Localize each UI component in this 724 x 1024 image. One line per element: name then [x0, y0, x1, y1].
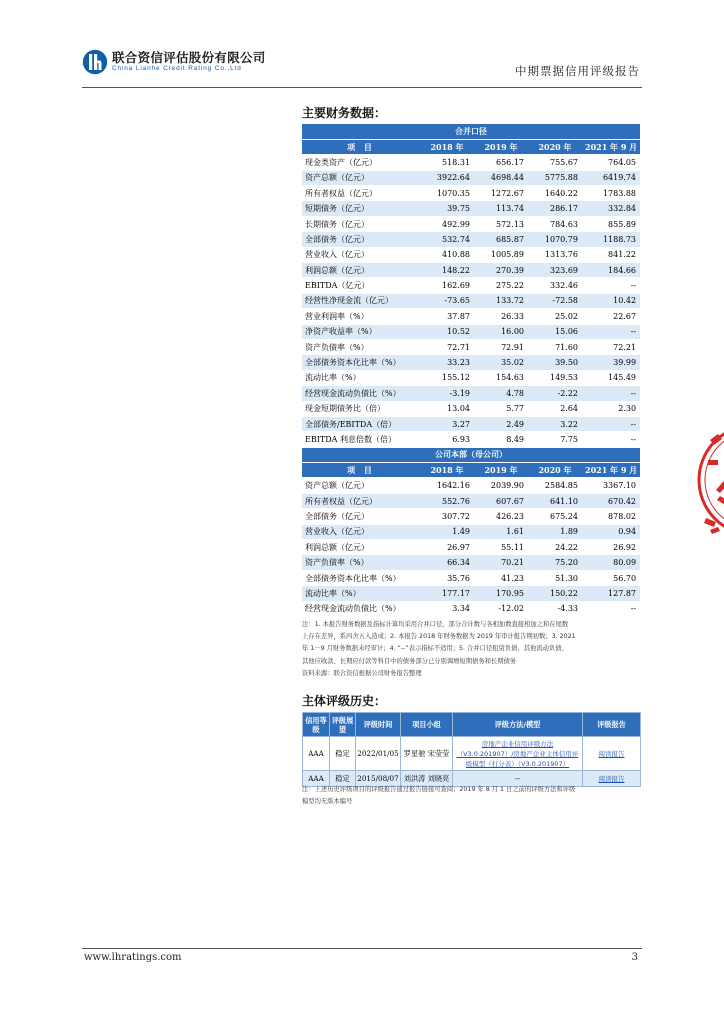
row-label: 现金类资产（亿元） — [302, 155, 420, 170]
table-row — [302, 355, 640, 370]
financial-data-table — [302, 124, 640, 617]
row-label: 资产总额（亿元） — [302, 170, 420, 185]
column-header: 信用等级 — [303, 713, 330, 737]
cell-value: 518.31 — [420, 155, 474, 170]
cell-value: 492.99 — [420, 216, 474, 231]
note-line: 注：上述历史评级项目的评级报告通过报告链接可查阅；2019 年 8 月 1 日之前的评级方法和评级 — [302, 786, 576, 793]
cell-value: 675.24 — [528, 509, 582, 524]
row-label: 流动比率（%） — [302, 370, 420, 385]
rating-outlook: 稳定 — [330, 737, 356, 771]
column-header: 评级方法/模型 — [453, 713, 583, 737]
row-label: 流动比率（%） — [302, 586, 420, 601]
cell-value: 149.53 — [528, 370, 582, 385]
column-header: 2019 年 — [474, 139, 528, 154]
cell-value: 670.42 — [582, 493, 640, 508]
table-row — [302, 386, 640, 401]
cell-value: 656.17 — [474, 155, 528, 170]
rating-method: -- — [453, 771, 583, 787]
cell-value: 71.60 — [528, 339, 582, 354]
table-row — [302, 586, 640, 601]
cell-value: 0.94 — [582, 524, 640, 539]
cell-value: 332.84 — [582, 201, 640, 216]
table-row — [302, 493, 640, 508]
cell-value: 25.02 — [528, 309, 582, 324]
cell-value: 35.02 — [474, 355, 528, 370]
cell-value: -- — [582, 432, 640, 447]
table-header-row — [302, 139, 640, 154]
cell-value: 275.22 — [474, 278, 528, 293]
row-label: 资产负债率（%） — [302, 555, 420, 570]
table-row — [302, 293, 640, 308]
column-header: 2018 年 — [420, 463, 474, 478]
cell-value: 6.93 — [420, 432, 474, 447]
cell-value: 426.23 — [474, 509, 528, 524]
row-label: 全部债务资本化比率（%） — [302, 570, 420, 585]
cell-value: 2.30 — [582, 401, 640, 416]
table-row — [302, 232, 640, 247]
cell-value: 33.23 — [420, 355, 474, 370]
cell-value: 154.63 — [474, 370, 528, 385]
cell-value: 13.04 — [420, 401, 474, 416]
rating-method-link[interactable]: 房地产企业信用评级方法（V3.0.201907）/房地产企业主体信用评级模型（打分表）（V3.0.201907） — [456, 739, 579, 768]
cell-value: 113.74 — [474, 201, 528, 216]
cell-value: 51.30 — [528, 570, 582, 585]
cell-value: 72.71 — [420, 339, 474, 354]
table-row — [302, 432, 640, 447]
column-header: 项 目 — [302, 139, 420, 154]
company-logo-icon — [82, 49, 108, 75]
table-row — [302, 370, 640, 385]
cell-value: 41.23 — [474, 570, 528, 585]
table-caption-row — [302, 447, 640, 462]
cell-value: -4.33 — [528, 601, 582, 616]
column-header: 评级时间 — [356, 713, 401, 737]
history-notes — [302, 784, 640, 808]
table-row — [302, 263, 640, 278]
row-label: 营业收入（亿元） — [302, 524, 420, 539]
row-label: 利润总额（亿元） — [302, 540, 420, 555]
cell-value: 286.17 — [528, 201, 582, 216]
cell-value: 878.02 — [582, 509, 640, 524]
financial-notes — [302, 619, 640, 680]
history-row — [303, 737, 641, 771]
cell-value: 332.46 — [528, 278, 582, 293]
cell-value: -- — [582, 324, 640, 339]
cell-value: 8.49 — [474, 432, 528, 447]
rating-date: 2022/01/05 — [356, 737, 401, 771]
table-row — [302, 416, 640, 431]
row-label: EBITDA 利息倍数（倍） — [302, 432, 420, 447]
cell-value: 39.75 — [420, 201, 474, 216]
cell-value: 72.91 — [474, 339, 528, 354]
column-header: 2020 年 — [528, 463, 582, 478]
table-row — [302, 601, 640, 616]
cell-value: 80.09 — [582, 555, 640, 570]
column-header: 项 目 — [302, 463, 420, 478]
cell-value: 2039.90 — [474, 478, 528, 493]
cell-value: 607.67 — [474, 493, 528, 508]
cell-value: 3.27 — [420, 416, 474, 431]
cell-value: 270.39 — [474, 263, 528, 278]
row-label: 现金短期债务比（倍） — [302, 401, 420, 416]
row-label: 资产总额（亿元） — [302, 478, 420, 493]
table-row — [302, 309, 640, 324]
cell-value: 37.87 — [420, 309, 474, 324]
table-row — [302, 509, 640, 524]
column-header: 2021 年 9 月 — [582, 463, 640, 478]
cell-value: 4698.44 — [474, 170, 528, 185]
table-row — [302, 478, 640, 493]
history-section-title: 主体评级历史： — [302, 694, 387, 708]
note-line: 年 1－9 月财务数据未经审计；4. “--”表示指标不适用；5. 合并口径租赁负债、其他流动负债、 — [302, 645, 568, 653]
cell-value: 784.63 — [528, 216, 582, 231]
cell-value: -12.02 — [474, 601, 528, 616]
note-line: 其他应收款、长期应付款等科目中的债务部分已分别调增短期债务和长期债务 — [302, 657, 517, 665]
row-label: 营业利润率（%） — [302, 309, 420, 324]
company-name-cn: 联合资信评估股份有限公司 — [112, 50, 266, 65]
table-row — [302, 540, 640, 555]
page-number: 3 — [631, 952, 638, 963]
table-caption: 合并口径 — [302, 124, 640, 139]
cell-value: 26.97 — [420, 540, 474, 555]
cell-value: 150.22 — [528, 586, 582, 601]
cell-value: 855.89 — [582, 216, 640, 231]
column-header: 2019 年 — [474, 463, 528, 478]
cell-value: 1783.88 — [582, 186, 640, 201]
data-source: 资料来源：联合资信根据公司财务报告整理 — [302, 669, 422, 677]
cell-value: 39.50 — [528, 355, 582, 370]
table-row — [302, 170, 640, 185]
cell-value: 1.61 — [474, 524, 528, 539]
cell-value: 15.06 — [528, 324, 582, 339]
table-header-row — [302, 463, 640, 478]
credit-grade: AAA — [303, 771, 330, 787]
cell-value: 1.89 — [528, 524, 582, 539]
financial-section-title: 主要财务数据： — [302, 106, 387, 120]
row-label: 利润总额（亿元） — [302, 263, 420, 278]
table-row — [302, 247, 640, 262]
row-label: EBITDA（亿元） — [302, 278, 420, 293]
table-caption-row — [302, 124, 640, 139]
column-header: 2020 年 — [528, 139, 582, 154]
column-header: 2018 年 — [420, 139, 474, 154]
cell-value: 16.00 — [474, 324, 528, 339]
cell-value: 1272.67 — [474, 186, 528, 201]
cell-value: 323.69 — [528, 263, 582, 278]
company-name-en: China Lianhe Credit Rating Co.,Ltd — [112, 65, 242, 72]
cell-value: 410.88 — [420, 247, 474, 262]
cell-value: 55.11 — [474, 540, 528, 555]
website-link[interactable]: www.lhratings.com — [84, 952, 182, 963]
table-row — [302, 324, 640, 339]
cell-value: 155.12 — [420, 370, 474, 385]
page-header — [82, 46, 642, 88]
cell-value: -- — [582, 416, 640, 431]
cell-value: -- — [582, 278, 640, 293]
cell-value: 3.34 — [420, 601, 474, 616]
cell-value: 184.66 — [582, 263, 640, 278]
cell-value: 39.99 — [582, 355, 640, 370]
read-report-link[interactable]: 阅读报告 — [598, 774, 625, 783]
cell-value: 5775.88 — [528, 170, 582, 185]
row-label: 资产负债率（%） — [302, 339, 420, 354]
table-row — [302, 339, 640, 354]
cell-value: 10.42 — [582, 293, 640, 308]
cell-value: 170.95 — [474, 586, 528, 601]
cell-value: -2.22 — [528, 386, 582, 401]
table-row — [302, 401, 640, 416]
cell-value: 841.22 — [582, 247, 640, 262]
cell-value: 2.64 — [528, 401, 582, 416]
cell-value: 1.49 — [420, 524, 474, 539]
table-row — [302, 216, 640, 231]
cell-value: 162.69 — [420, 278, 474, 293]
cell-value: 24.22 — [528, 540, 582, 555]
cell-value: 685.87 — [474, 232, 528, 247]
column-header: 项目小组 — [401, 713, 453, 737]
note-line: 注：1. 本报告财务数据及指标计算均采用合并口径，部分合计数与各相加数直接相加之和在尾数 — [302, 621, 569, 628]
read-report-link[interactable]: 阅读报告 — [598, 749, 625, 758]
row-label: 经营性净现金流（亿元） — [302, 293, 420, 308]
cell-value: 3922.64 — [420, 170, 474, 185]
cell-value: 10.52 — [420, 324, 474, 339]
row-label: 全部债务资本化比率（%） — [302, 355, 420, 370]
cell-value: 764.05 — [582, 155, 640, 170]
cell-value: 177.17 — [420, 586, 474, 601]
cell-value: 2.49 — [474, 416, 528, 431]
column-header: 2021 年 9 月 — [582, 139, 640, 154]
rating-outlook: 稳定 — [330, 771, 356, 787]
cell-value: 3.22 — [528, 416, 582, 431]
cell-value: 1642.16 — [420, 478, 474, 493]
cell-value: -3.19 — [420, 386, 474, 401]
cell-value: 1005.89 — [474, 247, 528, 262]
rating-date: 2015/08/07 — [356, 771, 401, 787]
cell-value: 552.76 — [420, 493, 474, 508]
cell-value: 572.13 — [474, 216, 528, 231]
cell-value: 1070.79 — [528, 232, 582, 247]
rating-history-table — [302, 712, 641, 787]
table-row — [302, 155, 640, 170]
cell-value: 1640.22 — [528, 186, 582, 201]
cell-value: 7.75 — [528, 432, 582, 447]
cell-value: 1313.76 — [528, 247, 582, 262]
project-team: 罗星驰 宋莹莹 — [401, 737, 453, 771]
cell-value: -72.58 — [528, 293, 582, 308]
cell-value: 4.78 — [474, 386, 528, 401]
cell-value: 70.21 — [474, 555, 528, 570]
cell-value: 307.72 — [420, 509, 474, 524]
table-row — [302, 201, 640, 216]
note-line: 模型均无版本编号 — [302, 798, 353, 806]
page-footer — [82, 948, 642, 968]
cell-value: 35.76 — [420, 570, 474, 585]
cell-value: 133.72 — [474, 293, 528, 308]
credit-grade: AAA — [303, 737, 330, 771]
cell-value: 75.20 — [528, 555, 582, 570]
cell-value: 56.70 — [582, 570, 640, 585]
cell-value: -- — [582, 601, 640, 616]
cell-value: 532.74 — [420, 232, 474, 247]
cell-value: 127.87 — [582, 586, 640, 601]
cell-value: 72.21 — [582, 339, 640, 354]
row-label: 全部债务/EBITDA（倍） — [302, 416, 420, 431]
row-label: 所有者权益（亿元） — [302, 186, 420, 201]
cell-value: 145.49 — [582, 370, 640, 385]
table-row — [302, 524, 640, 539]
cell-value: 26.33 — [474, 309, 528, 324]
cell-value: 641.10 — [528, 493, 582, 508]
cell-value: 26.92 — [582, 540, 640, 555]
history-header-row — [303, 713, 641, 737]
cell-value: 6419.74 — [582, 170, 640, 185]
row-label: 全部债务（亿元） — [302, 232, 420, 247]
row-label: 经营现金流动负债比（%） — [302, 601, 420, 616]
row-label: 所有者权益（亿元） — [302, 493, 420, 508]
cell-value: -73.65 — [420, 293, 474, 308]
column-header: 评级展望 — [330, 713, 356, 737]
cell-value: 2584.85 — [528, 478, 582, 493]
cell-value: 148.22 — [420, 263, 474, 278]
row-label: 长期债务（亿元） — [302, 216, 420, 231]
row-label: 营业收入（亿元） — [302, 247, 420, 262]
row-label: 经营现金流动负债比（%） — [302, 386, 420, 401]
row-label: 净资产收益率（%） — [302, 324, 420, 339]
row-label: 短期债务（亿元） — [302, 201, 420, 216]
cell-value: 66.34 — [420, 555, 474, 570]
cell-value: 22.67 — [582, 309, 640, 324]
company-logo — [82, 49, 266, 75]
table-row — [302, 555, 640, 570]
cell-value: -- — [582, 386, 640, 401]
cell-value: 755.67 — [528, 155, 582, 170]
cell-value: 5.77 — [474, 401, 528, 416]
cell-value: 1070.35 — [420, 186, 474, 201]
cell-value: 3367.10 — [582, 478, 640, 493]
table-row — [302, 186, 640, 201]
red-seal-stamp — [696, 400, 724, 560]
table-row — [302, 570, 640, 585]
row-label: 全部债务（亿元） — [302, 509, 420, 524]
report-title: 中期票据信用评级报告 — [515, 64, 640, 78]
note-line: 上存在差异，系四舍五入造成；2. 本报告 2018 年财务数据为 2019 年审计报告期初数；3. 2021 — [302, 633, 576, 641]
project-team: 刘洪涛 刘晓亮 — [401, 771, 453, 787]
cell-value: 1188.73 — [582, 232, 640, 247]
column-header: 评级报告 — [583, 713, 641, 737]
table-caption: 公司本部（母公司） — [302, 447, 640, 462]
table-row — [302, 278, 640, 293]
